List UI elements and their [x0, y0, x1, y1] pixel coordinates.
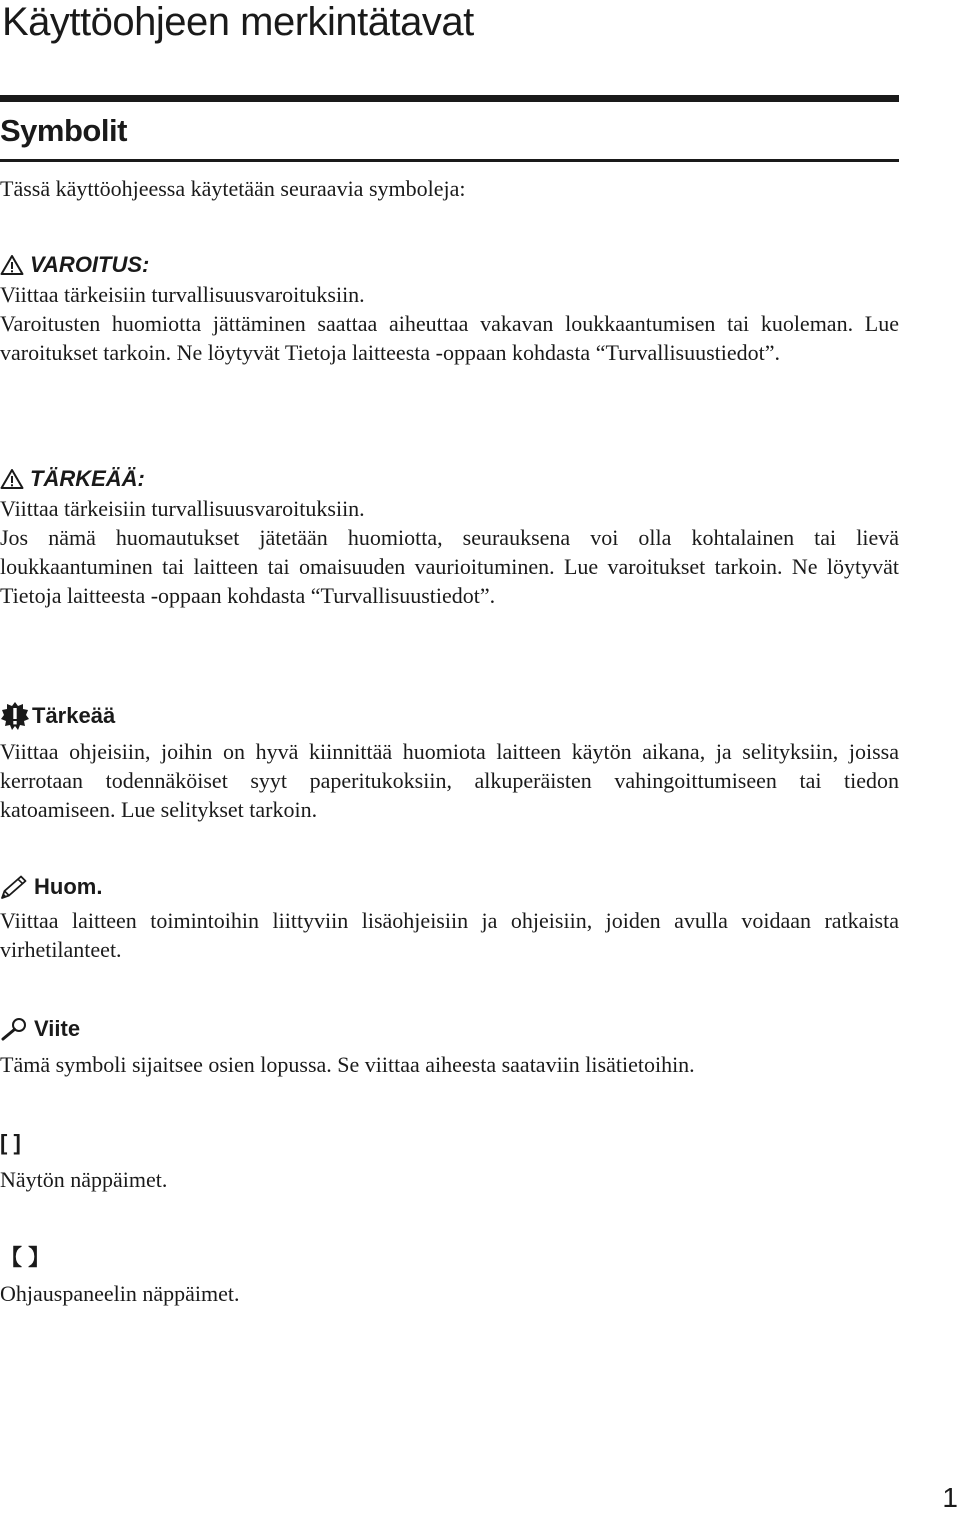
magnifier-icon	[0, 1017, 28, 1041]
panel-keys-block	[0, 1241, 899, 1308]
caution-label: TÄRKEÄÄ:	[30, 466, 145, 491]
caution-block	[0, 464, 899, 610]
section-intro: Tässä käyttöohjeessa käytetään seuraavia symboleja:	[0, 176, 466, 201]
warning-label: VAROITUS:	[30, 252, 150, 277]
important-heading	[0, 701, 899, 731]
panel-keys-label: 【 】	[0, 1244, 51, 1270]
section-divider	[0, 159, 899, 162]
warning-block	[0, 250, 899, 367]
important-block	[0, 701, 899, 824]
caution-triangle-icon	[0, 468, 24, 490]
important-text: Viittaa ohjeisiin, joihin on hyvä kiinnittää huomiota laitteen käytön aikana, ja selityksiin, joissa kerrotaan todennäköiset syyt paperitukoksiin, alkuperäisten vahingoittumiseen tai tiedon katoamiseen. Lue selitykset tarkoin.	[0, 739, 899, 822]
page-title: Käyttöohjeen merkintätavat	[2, 0, 474, 44]
reference-heading	[0, 1014, 899, 1044]
section-intro-block	[0, 174, 899, 203]
note-label: Huom.	[34, 874, 103, 899]
page-number: 1	[942, 1482, 958, 1513]
screen-keys-heading	[0, 1128, 899, 1158]
note-block	[0, 872, 899, 964]
reference-block	[0, 1014, 899, 1079]
screen-keys-block	[0, 1128, 899, 1194]
reference-label: Viite	[34, 1016, 81, 1041]
caution-text: Jos nämä huomautukset jätetään huomiotta, seurauksena voi olla kohtalainen tai lievä loukkaantuminen tai laitteen tai omaisuuden vaurioituminen. Lue varoitukset tarkoin. Ne löytyvät Tietoja laitteesta -oppaan kohdasta “Turvallisuustiedot”.	[0, 525, 899, 608]
warning-triangle-icon	[0, 254, 24, 276]
warning-line1: Viittaa tärkeisiin turvallisuusvaroituksiin.	[0, 282, 365, 307]
important-label: Tärkeää	[32, 703, 116, 728]
title-divider	[0, 95, 899, 102]
note-heading	[0, 872, 899, 902]
caution-line1: Viittaa tärkeisiin turvallisuusvaroituksiin.	[0, 496, 365, 521]
warning-text: Varoitusten huomiotta jättäminen saattaa aiheuttaa vakavan loukkaantumisen tai kuoleman. Lue varoitukset tarkoin. Ne löytyvät Tietoja laitteesta -oppaan kohdasta “Turvallisuustiedot”.	[0, 311, 899, 365]
panel-keys-heading	[0, 1241, 899, 1271]
important-exclamation-icon	[0, 701, 30, 731]
caution-heading	[0, 464, 899, 494]
panel-keys-text: Ohjauspaneelin näppäimet.	[0, 1281, 240, 1306]
section-title: Symbolit	[0, 113, 127, 148]
note-text: Viittaa laitteen toimintoihin liittyviin lisäohjeisiin ja ohjeisiin, joiden avulla voidaan ratkaista virhetilanteet.	[0, 908, 899, 962]
screen-keys-label: [ ]	[0, 1130, 21, 1155]
reference-text: Tämä symboli sijaitsee osien lopussa. Se viittaa aiheesta saataviin lisätietoihin.	[0, 1052, 695, 1077]
pencil-icon	[0, 874, 28, 900]
warning-heading	[0, 250, 899, 280]
screen-keys-text: Näytön näppäimet.	[0, 1167, 168, 1192]
